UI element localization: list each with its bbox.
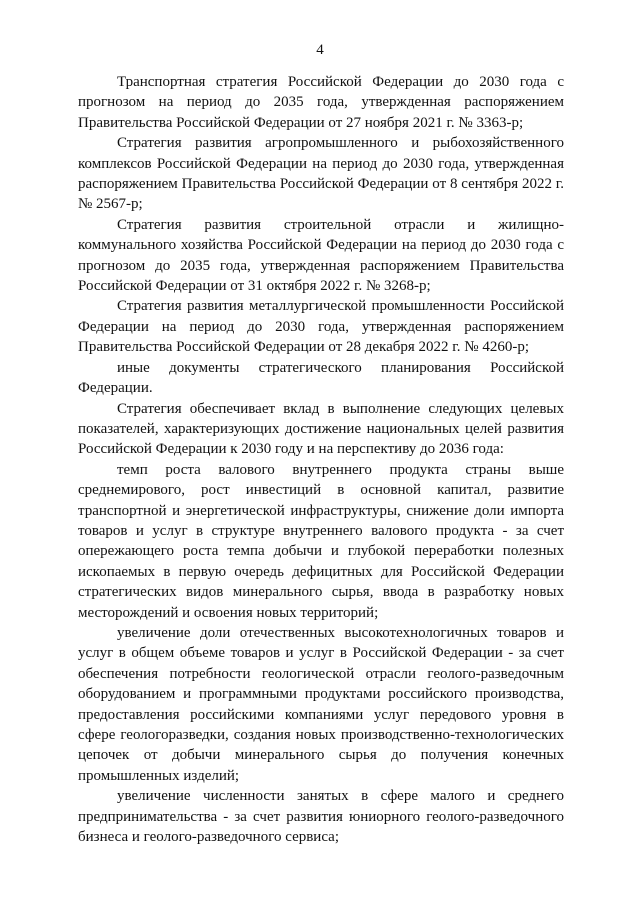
document-body xyxy=(78,72,564,847)
paragraph-gdp-growth: темп роста валового внутреннего продукта страны выше среднемирового, рост инвестиций в основной капитал, развитие транспортной и энергетической инфраструктуры, снижение доли импорта товаров и услуг в структуре внутреннего валового продукта - за счет опережающего роста темпа добычи и глубокой переработки полезных ископаемых в первую очередь дефицитных для Российской Федерации стратегических видов минерального сырья, ввода в разработку новых месторождений и освоения новых территорий; xyxy=(78,461,564,621)
paragraph-small-business: увеличение численности занятых в сфере малого и среднего предпринимательства - за счет развития юниорного геолого-разведочного бизнеса и геолого-разведочного сервиса; xyxy=(78,788,564,846)
paragraph-metallurgy-strategy: Стратегия развития металлургической промышленности Российской Федерации на период до 2030 года, утвержденная распоряжением Правительства Российской Федерации от 28 декабря 2022 г. № 4260-р; xyxy=(78,298,564,356)
paragraph-construction-strategy: Стратегия развития строительной отрасли и жилищно-коммунального хозяйства Российской Федерации на период до 2030 года с прогнозом до 2035 года, утвержденная распоряжением Правительства Российской Федерации от 31 октября 2022 г. № 3268-р; xyxy=(78,216,564,295)
paragraph-other-documents: иные документы стратегического планирования Российской Федерации. xyxy=(78,359,564,397)
paragraph-high-tech-share: увеличение доли отечественных высокотехнологичных товаров и услуг в общем объеме товаров и услуг в Российской Федерации - за счет обеспечения потребности геологической отрасли геолого-разведочным оборудованием и программными продуктами российского производства, предоставления российскими компаниями услуг передового уровня в сфере геологоразведки, создания новых производственно-технологических цепочек от добычи минерального сырья до получения конечных промышленных изделий; xyxy=(78,624,564,784)
page-number: 4 xyxy=(316,42,324,58)
paragraph-transport-strategy: Транспортная стратегия Российской Федерации до 2030 года с прогнозом на период до 2035 года, утвержденная распоряжением Правительства Российской Федерации от 27 ноября 2021 г. № 3363-р; xyxy=(78,74,564,131)
paragraph-target-indicators-intro: Стратегия обеспечивает вклад в выполнение следующих целевых показателей, характеризующих достижение национальных целей развития Российской Федерации к 2030 году и на перспективу до 2036 года: xyxy=(78,400,564,458)
paragraph-agro-strategy: Стратегия развития агропромышленного и рыбохозяйственного комплексов Российской Федерации на период до 2030 года, утвержденная распоряжением Правительства Российской Федерации от 8 сентября 2022 г. № 2567-р; xyxy=(78,135,564,213)
